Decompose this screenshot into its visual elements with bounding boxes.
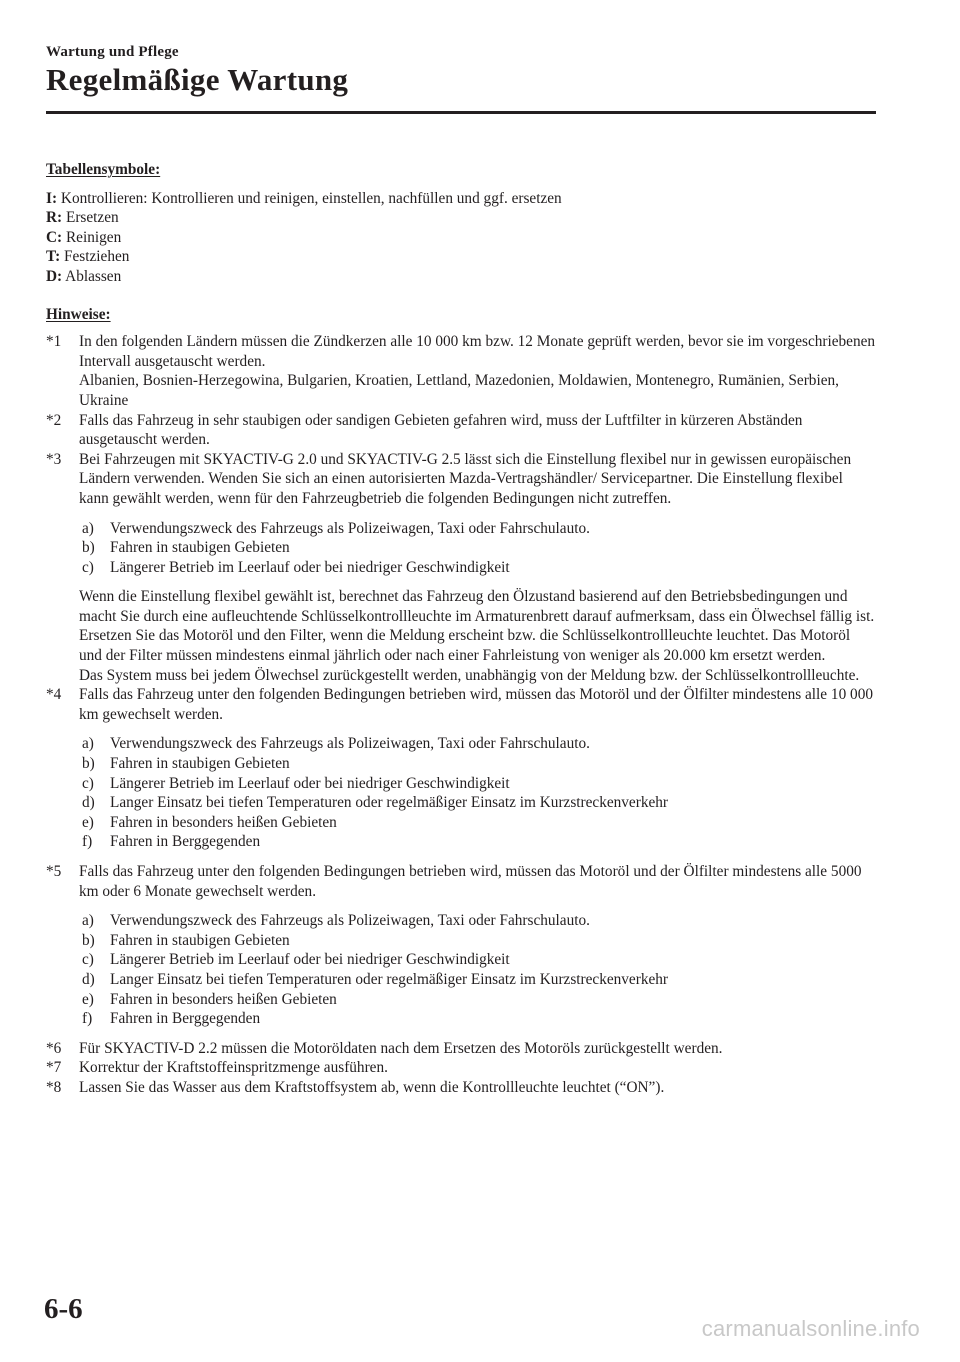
list-item [82, 970, 876, 990]
note-number: *3 [46, 450, 62, 468]
list-item [82, 1009, 876, 1029]
list-letter: c) [82, 558, 94, 576]
symbol-text: Kontrollieren: Kontrollieren und reinigen, einstellen, nachfüllen und ggf. ersetzen [60, 189, 562, 207]
note-number: *6 [46, 1039, 62, 1057]
note-6 [46, 1039, 876, 1059]
note-number: *4 [46, 686, 62, 704]
note-text: Lassen Sie das Wasser aus dem Kraftstoffsystem ab, wenn die Kontrollleuchte leuchtet (“ON”). [79, 1078, 665, 1096]
symbol-item [46, 267, 876, 287]
note-text: Ersetzen Sie das Motoröl und den Filter, wenn die Meldung erscheint bzw. die Schlüsselkontrollleuchte leuchtet. Das Motoröl und der Filter müssen mindestens einmal jährlich oder nach einer Fahrleistung von weniger als 20.000 km ersetzt werden. [79, 627, 851, 665]
condition-list [79, 734, 876, 852]
section-label: Wartung und Pflege [46, 44, 179, 60]
note-text: Albanien, Bosnien-Herzegowina, Bulgarien, Kroatien, Lettland, Mazedonien, Moldawien, Montenegro, Rumänien, Serbien, Ukraine [79, 372, 839, 409]
symbols-heading: Tabellensymbole: [46, 161, 161, 178]
list-item [82, 538, 876, 558]
list-text: Fahren in staubigen Gebieten [110, 931, 290, 949]
note-body [79, 862, 876, 1039]
note-text: Wenn die Einstellung flexibel gewählt ist, berechnet das Fahrzeug den Ölzustand basierend auf den Betriebsbedingungen und macht Sie durch eine aufleuchtende Schlüsselkontrollleuchte im Armaturenbrett darauf aufmerksam, dass ein Ölwechsel fällig ist. [79, 588, 875, 625]
list-text: Fahren in staubigen Gebieten [110, 539, 290, 557]
condition-list [79, 911, 876, 1029]
list-text: Langer Einsatz bei tiefen Temperaturen oder regelmäßiger Einsatz im Kurzstreckenverkehr [110, 970, 668, 988]
list-text: Verwendungszweck des Fahrzeugs als Polizeiwagen, Taxi oder Fahrschulauto. [110, 735, 590, 753]
note-text: Falls das Fahrzeug in sehr staubigen oder sandigen Gebieten gefahren wird, muss der Luftfilter in kürzeren Abständen ausgetauscht werden. [79, 411, 803, 449]
list-text: Längerer Betrieb im Leerlauf oder bei niedriger Geschwindigkeit [110, 558, 510, 576]
page-content [46, 160, 876, 1098]
note-5 [46, 862, 876, 1039]
note-1 [46, 332, 876, 410]
list-item [82, 774, 876, 794]
symbol-item [46, 208, 876, 228]
list-letter: e) [82, 990, 94, 1008]
list-item [82, 793, 876, 813]
list-item [82, 911, 876, 931]
symbols-list [46, 189, 876, 287]
list-text: Fahren in Berggegenden [110, 833, 261, 851]
list-letter: c) [82, 774, 94, 792]
note-text: Für SKYACTIV-D 2.2 müssen die Motoröldaten nach dem Ersetzen des Motoröls zurückgestellt werden. [79, 1039, 723, 1057]
note-number: *5 [46, 863, 62, 880]
note-text: In den folgenden Ländern müssen die Zündkerzen alle 10 000 km bzw. 12 Monate geprüft werden, bevor sie im vorgeschriebenen Intervall ausgetauscht werden. [79, 333, 876, 370]
symbol-key: R: [46, 209, 63, 227]
note-number: *7 [46, 1059, 62, 1077]
list-letter: f) [82, 833, 93, 851]
symbol-item [46, 189, 876, 209]
page-header [46, 44, 876, 99]
list-text: Fahren in besonders heißen Gebieten [110, 990, 337, 1008]
list-item [82, 950, 876, 970]
list-letter: b) [82, 539, 95, 557]
symbol-item [46, 228, 876, 248]
page-number: 6-6 [44, 1293, 83, 1325]
note-text: Falls das Fahrzeug unter den folgenden Bedingungen betrieben wird, müssen das Motoröl und der Ölfilter mindestens alle 10 000 km gewechselt werden. [79, 686, 873, 723]
symbol-text: Ablassen [65, 267, 122, 285]
note-text: Das System muss bei jedem Ölwechsel zurückgestellt werden, unabhängig von der Meldung bzw. der Schlüsselkontrollleuchte. [79, 666, 860, 684]
note-8 [46, 1078, 876, 1098]
list-text: Fahren in staubigen Gebieten [110, 755, 290, 773]
notes-heading: Hinweise: [46, 305, 111, 323]
list-letter: a) [82, 735, 94, 753]
list-letter: d) [82, 970, 95, 988]
list-item [82, 931, 876, 951]
note-7 [46, 1058, 876, 1078]
list-text: Längerer Betrieb im Leerlauf oder bei niedriger Geschwindigkeit [110, 774, 510, 792]
symbol-item [46, 247, 876, 267]
list-text: Verwendungszweck des Fahrzeugs als Polizeiwagen, Taxi oder Fahrschulauto. [110, 912, 590, 930]
list-item [82, 754, 876, 774]
symbol-text: Reinigen [65, 228, 122, 246]
list-letter: c) [82, 951, 94, 969]
note-text: Korrektur der Kraftstoffeinspritzmenge ausführen. [79, 1059, 388, 1077]
list-text: Verwendungszweck des Fahrzeugs als Polizeiwagen, Taxi oder Fahrschulauto. [110, 519, 590, 537]
note-body [79, 450, 876, 686]
note-4 [46, 685, 876, 862]
list-letter: e) [82, 813, 94, 831]
list-letter: a) [82, 912, 94, 930]
note-number: *8 [46, 1078, 62, 1096]
symbol-key: C: [46, 228, 63, 246]
note-2 [46, 411, 876, 450]
note-body [79, 685, 876, 862]
list-letter: a) [82, 519, 94, 537]
list-letter: b) [82, 931, 95, 949]
note-text: Bei Fahrzeugen mit SKYACTIV-G 2.0 und SKYACTIV-G 2.5 lässt sich die Einstellung flexibel nur in gewissen europäischen Ländern verwenden. Wenden Sie sich an einen autorisierten Mazda-Vertragshändler/ Servicepartner. Die Einstellung flexibel kann gewählt werden, wenn für den Fahrzeugbetrieb die folgenden Bedingungen nicht zutreffen. [79, 450, 852, 507]
note-text: Falls das Fahrzeug unter den folgenden Bedingungen betrieben wird, müssen das Motoröl und der Ölfilter mindestens alle 5000 km oder 6 Monate gewechselt werden. [79, 863, 862, 900]
symbol-text: Festziehen [64, 248, 130, 266]
watermark: carmanualsonline.info [701, 1316, 920, 1341]
note-3 [46, 450, 876, 686]
note-number: *1 [46, 333, 62, 351]
condition-list [79, 519, 876, 578]
list-text: Fahren in Berggegenden [110, 1010, 261, 1028]
list-letter: f) [82, 1010, 93, 1028]
note-body [79, 332, 876, 410]
note-number: *2 [46, 411, 62, 429]
symbol-key: I: [46, 189, 58, 207]
list-item [82, 734, 876, 754]
list-item [82, 832, 876, 852]
list-item [82, 558, 876, 578]
list-item [82, 813, 876, 833]
list-item [82, 990, 876, 1010]
list-text: Fahren in besonders heißen Gebieten [110, 813, 337, 831]
symbol-key: T: [46, 248, 61, 266]
header-rule [46, 111, 876, 114]
symbol-key: D: [46, 267, 63, 285]
page-title: Regelmäßige Wartung [46, 62, 349, 97]
list-item [82, 519, 876, 539]
list-text: Längerer Betrieb im Leerlauf oder bei niedriger Geschwindigkeit [110, 951, 510, 969]
list-letter: d) [82, 794, 95, 812]
list-text: Langer Einsatz bei tiefen Temperaturen oder regelmäßiger Einsatz im Kurzstreckenverkehr [110, 794, 668, 812]
symbol-text: Ersetzen [65, 209, 119, 227]
list-letter: b) [82, 755, 95, 773]
